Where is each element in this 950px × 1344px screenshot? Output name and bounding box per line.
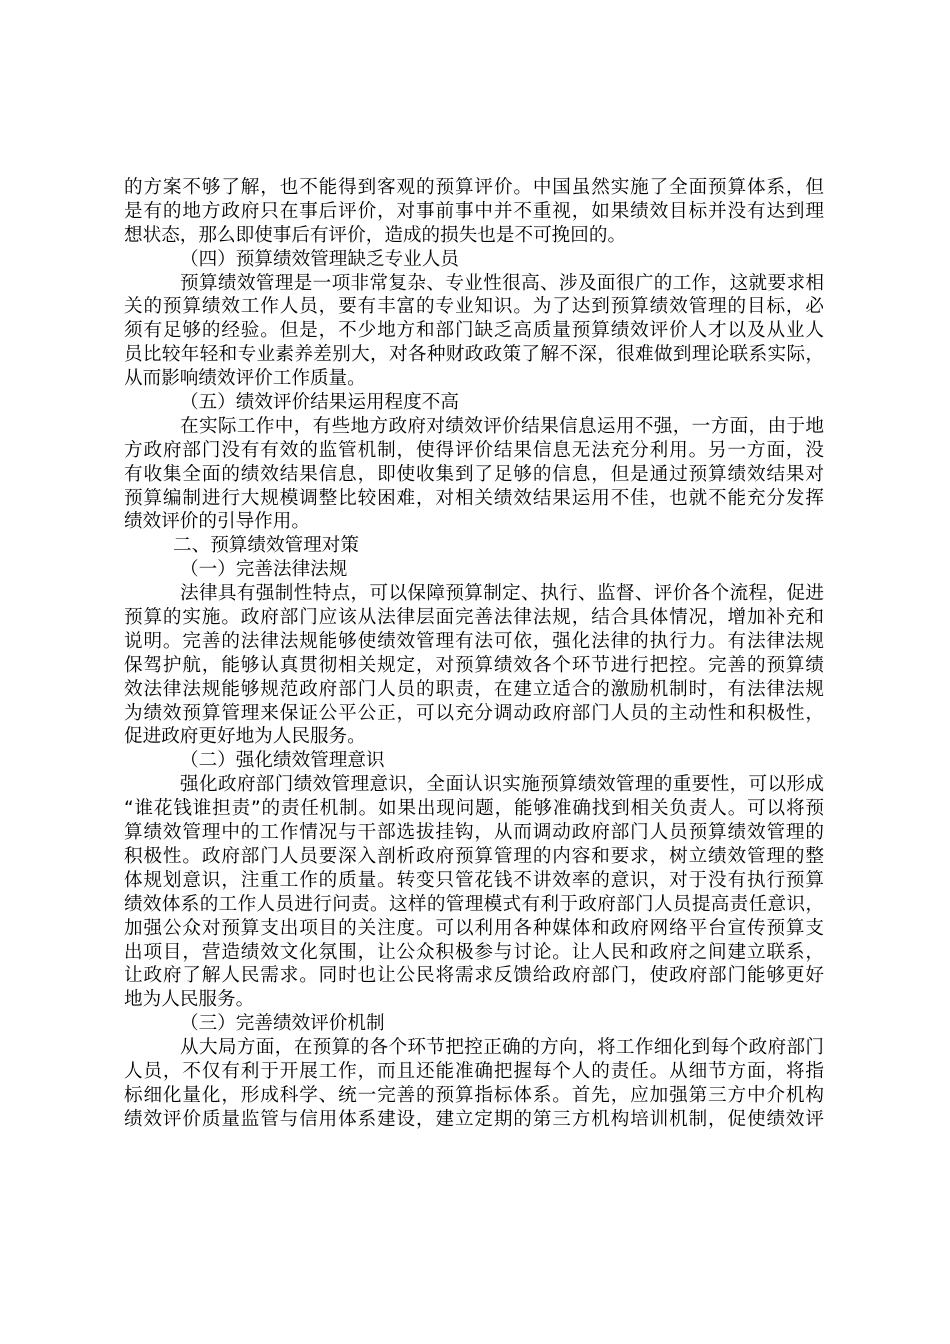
paragraph-line: 绩效体系的工作人员进行问责。这样的管理模式有利于政府部门人员提高责任意识，: [124, 893, 824, 915]
paragraph-line: 说明。完善的法律法规能够使绩效管理有法可依，强化法律的执行力。有法律法规: [124, 630, 824, 652]
paragraph-first-line: 法律具有强制性特点，可以保障预算制定、执行、监督、评价各个流程，促进: [180, 583, 824, 605]
paragraph-line: 是有的地方政府只在事后评价，对事前事中并不重视，如果绩效目标并没有达到理: [124, 200, 824, 222]
paragraph-line: 关的预算绩效工作人员，要有丰富的专业知识。为了达到预算绩效管理的目标，必: [124, 296, 824, 318]
paragraph-line: 有收集全面的绩效结果信息，即使收集到了足够的信息，但是通过预算绩效结果对: [124, 463, 824, 485]
paragraph-line: 绩效评价质量监管与信用体系建设，建立定期的第三方机构培训机制，促使绩效评: [124, 1108, 824, 1130]
paragraph-first-line: 强化政府部门绩效管理意识，全面认识实施预算绩效管理的重要性，可以形成: [180, 774, 824, 796]
section-heading: （二）强化绩效管理意识: [180, 750, 385, 772]
document-body: [124, 176, 824, 1132]
paragraph-line: “谁花钱谁担责”的责任机制。如果出现问题，能够准确找到相关负责人。可以将预: [124, 798, 824, 820]
paragraph-line: 须有足够的经验。但是，不少地方和部门缺乏高质量预算绩效评价人才以及从业人: [124, 320, 824, 342]
paragraph-line: 预算的实施。政府部门应该从法律层面完善法律法规，结合具体情况，增加补充和: [124, 607, 824, 629]
chapter-heading: 二、预算绩效管理对策: [173, 535, 359, 557]
paragraph-line: 加强公众对预算支出项目的关注度。可以利用各种媒体和政府网络平台宣传预算支: [124, 917, 824, 939]
section-heading: （三）完善绩效评价机制: [180, 1013, 385, 1035]
paragraph-line: 让政府了解人民需求。同时也让公民将需求反馈给政府部门，使政府部门能够更好: [124, 965, 824, 987]
paragraph-line: 积极性。政府部门人员要深入剖析政府预算管理的内容和要求，树立绩效管理的整: [124, 845, 824, 867]
paragraph-line: 预算编制进行大规模调整比较困难，对相关绩效结果运用不佳，也就不能充分发挥: [124, 487, 824, 509]
paragraph-last-line: 绩效评价的引导作用。: [124, 511, 310, 533]
paragraph-line: 人员，不仅有利于开展工作，而且还能准确把握每个人的责任。从细节方面，将指: [124, 1060, 824, 1082]
paragraph-first-line: 从大局方面，在预算的各个环节把控正确的方向，将工作细化到每个政府部门: [180, 1037, 824, 1059]
paragraph-last-line: 想状态，那么即使事后有评价，造成的损失也是不可挽回的。: [124, 224, 627, 246]
section-heading: （五）绩效评价结果运用程度不高: [180, 392, 459, 414]
paragraph-line: 的方案不够了解，也不能得到客观的预算评价。中国虽然实施了全面预算体系，但: [124, 177, 824, 198]
paragraph-last-line: 地为人民服务。: [124, 989, 255, 1011]
paragraph-line: 员比较年轻和专业素养差别大，对各种财政政策了解不深，很难做到理论联系实际，: [124, 344, 824, 366]
paragraph-line: 保驾护航，能够认真贯彻相关规定，对预算绩效各个环节进行把控。完善的预算绩: [124, 654, 824, 676]
paragraph-line: 方政府部门没有有效的监管机制，使得评价结果信息无法充分利用。另一方面，没: [124, 439, 824, 461]
paragraph-line: 体规划意识，注重工作的质量。转变只管花钱不讲效率的意识，对于没有执行预算: [124, 869, 824, 891]
paragraph-last-line: 从而影响绩效评价工作质量。: [124, 368, 366, 390]
paragraph-first-line: 预算绩效管理是一项非常复杂、专业性很高、涉及面很广的工作，这就要求相: [180, 272, 824, 294]
paragraph-line: 算绩效管理中的工作情况与干部选拔挂钩，从而调动政府部门人员预算绩效管理的: [124, 822, 824, 844]
section-heading: （四）预算绩效管理缺乏专业人员: [180, 248, 459, 270]
paragraph-line: 为绩效预算管理来保证公平公正，可以充分调动政府部门人员的主动性和积极性，: [124, 702, 824, 724]
paragraph-last-line: 促进政府更好地为人民服务。: [124, 726, 366, 748]
paragraph-line: 效法律法规能够规范政府部门人员的职责，在建立适合的激励机制时，有法律法规: [124, 678, 824, 700]
paragraph-line: 出项目，营造绩效文化氛围，让公众积极参与讨论。让人民和政府之间建立联系，: [124, 941, 824, 963]
section-heading: （一）完善法律法规: [180, 559, 348, 581]
paragraph-first-line: 在实际工作中，有些地方政府对绩效评价结果信息运用不强，一方面，由于地: [180, 415, 824, 437]
paragraph-line: 标细化量化，形成科学、统一完善的预算指标体系。首先，应加强第三方中介机构: [124, 1084, 824, 1106]
